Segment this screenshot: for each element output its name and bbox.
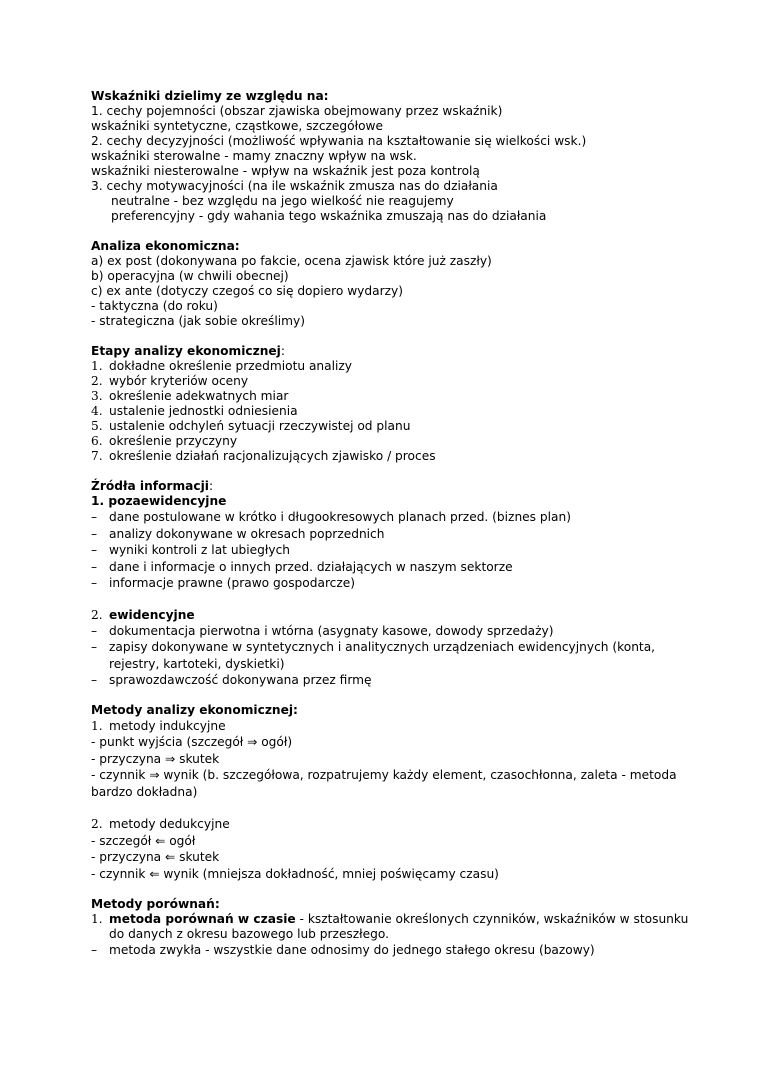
subsection-heading (91, 608, 691, 623)
text-line: preferencyjny - gdy wahania tego wskaźnika zmuszają nas do działania (111, 209, 547, 223)
heading-colon: : (208, 479, 214, 493)
dash-list (91, 942, 691, 959)
text-line: 1. cechy pojemności (obszar zjawiska obejmowany przez wskaźnik) (91, 104, 503, 118)
text-line: c) ex ante (dotyczy czegoś co się dopiero wydarzy) (91, 284, 403, 298)
list-item (91, 449, 691, 464)
list-item: – dane i informacje o innych przed. działających w naszym sektorze (91, 559, 691, 576)
subsection-heading: 1. pozaewidencyjne (91, 494, 227, 508)
dash-list (91, 509, 691, 592)
item-number: 2. (91, 374, 103, 388)
section-information-sources (91, 479, 691, 689)
text-line: - przyczyna ⇐ skutek (91, 850, 220, 864)
section-indicators (91, 89, 691, 224)
list-item: – dane postulowane w krótko i długookresowych planach przed. (biznes plan) (91, 509, 691, 526)
heading-text: Etapy analizy ekonomicznej (91, 344, 281, 358)
list-item (91, 434, 691, 449)
heading-text: Źródła informacji (91, 479, 209, 493)
item-text: określenie działań racjonalizujących zjawisko / proces (109, 449, 436, 463)
text-line: - taktyczna (do roku) (91, 299, 218, 313)
heading-colon: : (280, 344, 285, 358)
list-item: – sprawozdawczość dokonywana przez firmę (91, 672, 691, 689)
item-number: 6. (91, 434, 103, 448)
text-line: wskaźniki niesterowalne - wpływ na wskaźnik jest poza kontrolą (91, 164, 480, 178)
text-line: 2. cechy decyzyjności (możliwość wpływania na kształtowanie się wielkości wsk.) (91, 134, 587, 148)
item-number: 4. (91, 404, 103, 418)
section-economic-analysis (91, 239, 691, 329)
text-line: neutralne - bez względu na jego wielkość nie reagujemy (111, 194, 454, 208)
list-item (91, 359, 691, 374)
text-line: - punkt wyjścia (szczegół ⇒ ogół) (91, 735, 293, 749)
method-heading (91, 816, 691, 833)
text-line: - czynnik ⇐ wynik (mniejsza dokładność, mniej poświęcamy czasu) (91, 866, 499, 881)
section-analysis-methods (91, 703, 691, 883)
list-item (91, 374, 691, 389)
section-heading: Metody porównań: (91, 897, 220, 911)
section-heading: Metody analizy ekonomicznej: (91, 702, 298, 717)
text-line: - szczegół ⇐ ogół (91, 833, 196, 848)
item-text: ustalenie jednostki odniesienia (109, 404, 298, 418)
list-item (91, 912, 691, 942)
spacer (91, 592, 691, 608)
section-comparison-methods (91, 897, 691, 959)
text-line: - strategiczna (jak sobie określimy) (91, 314, 306, 328)
item-number: 2. (91, 817, 103, 831)
list-item: – metoda zwykła - wszystkie dane odnosimy do jednego stałego okresu (bazowy) (91, 942, 691, 959)
section-heading (91, 344, 691, 359)
item-text: metody indukcyjne (109, 718, 226, 733)
item-text: metody dedukcyjne (109, 817, 230, 831)
list-item: – informacje prawne (prawo gospodarcze) (91, 575, 691, 592)
document-page (91, 89, 691, 974)
list-item: – wyniki kontroli z lat ubiegłych (91, 542, 691, 559)
text-line: a) ex post (dokonywana po fakcie, ocena zjawisk które już zaszły) (91, 254, 492, 268)
item-number: 2. (91, 607, 103, 622)
text-line: wskaźniki syntetyczne, cząstkowe, szczegółowe (91, 119, 383, 133)
text-line: b) operacyjna (w chwili obecnej) (91, 269, 289, 283)
method-heading (91, 718, 691, 735)
section-analysis-stages (91, 344, 691, 464)
item-number: 1. (91, 359, 103, 373)
item-number: 5. (91, 419, 103, 433)
section-heading: Wskaźniki dzielimy ze względu na: (91, 89, 329, 103)
list-item (91, 404, 691, 419)
list-item: – analizy dokonywane w okresach poprzednich (91, 526, 691, 543)
list-item (91, 419, 691, 434)
section-heading (91, 479, 691, 494)
item-text: ustalenie odchyleń sytuacji rzeczywistej od planu (109, 419, 411, 433)
text-line: - przyczyna ⇒ skutek (91, 751, 220, 766)
dash-list (91, 623, 691, 689)
item-text: określenie adekwatnych miar (109, 389, 289, 403)
section-heading: Analiza ekonomiczna: (91, 239, 240, 253)
item-text: dokładne określenie przedmiotu analizy (109, 359, 352, 373)
item-bold-text: metoda porównań w czasie (109, 912, 296, 926)
item-text: określenie przyczyny (109, 434, 238, 448)
item-text: wybór kryteriów oceny (109, 374, 249, 388)
item-text: - kształtowanie określonych czynników, wskaźników w stosunku do danych z okresu bazowego lub przeszłego. (109, 912, 689, 941)
item-text: ewidencyjne (109, 607, 195, 622)
spacer (91, 800, 691, 816)
item-number: 3. (91, 389, 103, 403)
list-item: – dokumentacja pierwotna i wtórna (asygnaty kasowe, dowody sprzedaży) (91, 623, 691, 640)
text-line: 3. cechy motywacyjności (na ile wskaźnik zmusza nas do działania (91, 179, 498, 193)
item-number: 7. (91, 449, 103, 463)
item-number: 1. (91, 912, 103, 926)
list-item: – zapisy dokonywane w syntetycznych i analitycznych urządzeniach ewidencyjnych (konta, rejestry, kartoteki, dyskietki) (91, 639, 691, 672)
text-line: - czynnik ⇒ wynik (b. szczegółowa, rozpatrujemy każdy element, czasochłonna, zaleta - metoda bardzo dokładna) (91, 768, 677, 799)
list-item (91, 389, 691, 404)
item-number: 1. (91, 718, 103, 733)
text-line: wskaźniki sterowalne - mamy znaczny wpływ na wsk. (91, 149, 417, 163)
